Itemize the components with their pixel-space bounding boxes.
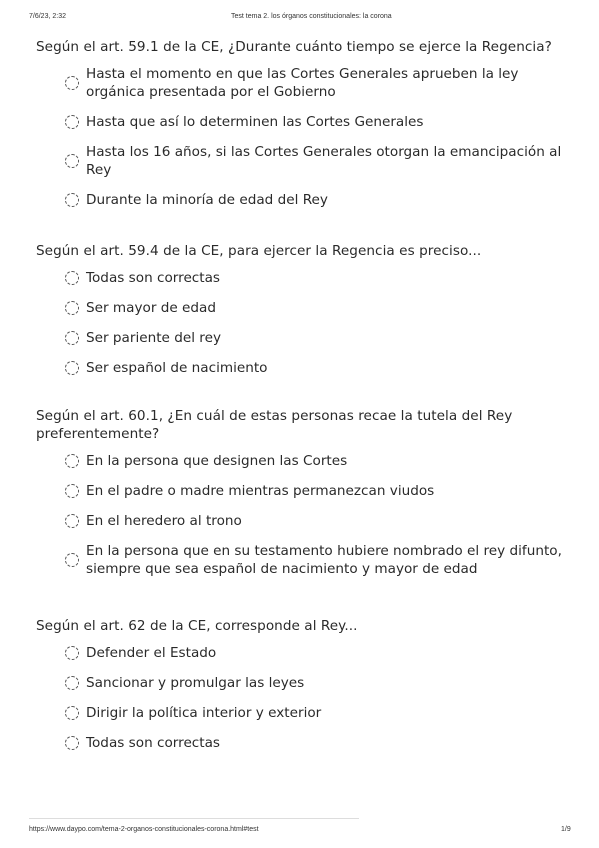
option-label: Hasta que así lo determinen las Cortes Generales (86, 114, 424, 130)
question-text: Según el art. 60.1, ¿En cuál de estas personas recae la tutela del Rey preferentemente? (36, 408, 513, 442)
option-4[interactable] (65, 542, 566, 578)
option-label: En el padre o madre mientras permanezcan viudos (86, 483, 435, 499)
option-2[interactable] (65, 674, 566, 692)
question-3 (36, 407, 566, 578)
option-4[interactable] (65, 359, 566, 377)
option-2[interactable] (65, 482, 566, 500)
option-label: Hasta el momento en que las Cortes Generales aprueben la ley orgánica presentada por el Gobierno (86, 66, 519, 100)
radio-button-icon[interactable] (65, 331, 79, 345)
option-3[interactable] (65, 704, 566, 722)
radio-button-icon[interactable] (65, 553, 79, 567)
option-label: Ser pariente del rey (86, 330, 222, 346)
radio-button-icon[interactable] (65, 115, 79, 129)
option-label: En la persona que en su testamento hubiere nombrado el rey difunto, siempre que sea español de nacimiento y mayor de edad (86, 543, 562, 577)
question-2 (36, 242, 566, 377)
option-label: En la persona que designen las Cortes (86, 453, 348, 469)
option-1[interactable] (65, 269, 566, 287)
option-4[interactable] (65, 191, 566, 209)
page-number: 1/9 (561, 826, 571, 833)
question-4 (36, 617, 566, 752)
option-label: Defender el Estado (86, 645, 217, 661)
option-label: Ser español de nacimiento (86, 360, 268, 376)
print-datetime: 7/6/23, 2:32 (29, 13, 66, 20)
option-label: Dirigir la política interior y exterior (86, 705, 322, 721)
options-list (36, 452, 566, 578)
option-1[interactable] (65, 65, 566, 101)
radio-button-icon[interactable] (65, 154, 79, 168)
radio-button-icon[interactable] (65, 76, 79, 90)
option-label: Hasta los 16 años, si las Cortes Generales otorgan la emancipación al Rey (86, 144, 562, 178)
options-list (36, 269, 566, 377)
radio-button-icon[interactable] (65, 676, 79, 690)
radio-button-icon[interactable] (65, 193, 79, 207)
option-2[interactable] (65, 113, 566, 131)
option-label: Sancionar y promulgar las leyes (86, 675, 305, 691)
options-list (36, 65, 566, 209)
footer-divider (29, 818, 359, 819)
question-text: Según el art. 62 de la CE, corresponde al Rey... (36, 618, 358, 634)
radio-button-icon[interactable] (65, 736, 79, 750)
radio-button-icon[interactable] (65, 271, 79, 285)
page-title: Test tema 2. los órganos constitucionales: la corona (231, 13, 392, 20)
option-label: Todas son correctas (86, 735, 221, 751)
radio-button-icon[interactable] (65, 484, 79, 498)
option-label: En el heredero al trono (86, 513, 242, 529)
option-3[interactable] (65, 329, 566, 347)
option-label: Todas son correctas (86, 270, 221, 286)
radio-button-icon[interactable] (65, 454, 79, 468)
footer-url: https://www.daypo.com/tema-2-organos-constitucionales-corona.html#test (29, 826, 259, 833)
option-3[interactable] (65, 143, 566, 179)
option-4[interactable] (65, 734, 566, 752)
radio-button-icon[interactable] (65, 301, 79, 315)
radio-button-icon[interactable] (65, 706, 79, 720)
option-2[interactable] (65, 299, 566, 317)
option-3[interactable] (65, 512, 566, 530)
radio-button-icon[interactable] (65, 646, 79, 660)
option-label: Durante la minoría de edad del Rey (86, 192, 328, 208)
question-text: Según el art. 59.1 de la CE, ¿Durante cuánto tiempo se ejerce la Regencia? (36, 39, 552, 55)
question-text: Según el art. 59.4 de la CE, para ejercer la Regencia es preciso... (36, 243, 482, 259)
radio-button-icon[interactable] (65, 514, 79, 528)
option-label: Ser mayor de edad (86, 300, 217, 316)
option-1[interactable] (65, 644, 566, 662)
radio-button-icon[interactable] (65, 361, 79, 375)
question-1 (36, 38, 566, 209)
options-list (36, 644, 566, 752)
option-1[interactable] (65, 452, 566, 470)
